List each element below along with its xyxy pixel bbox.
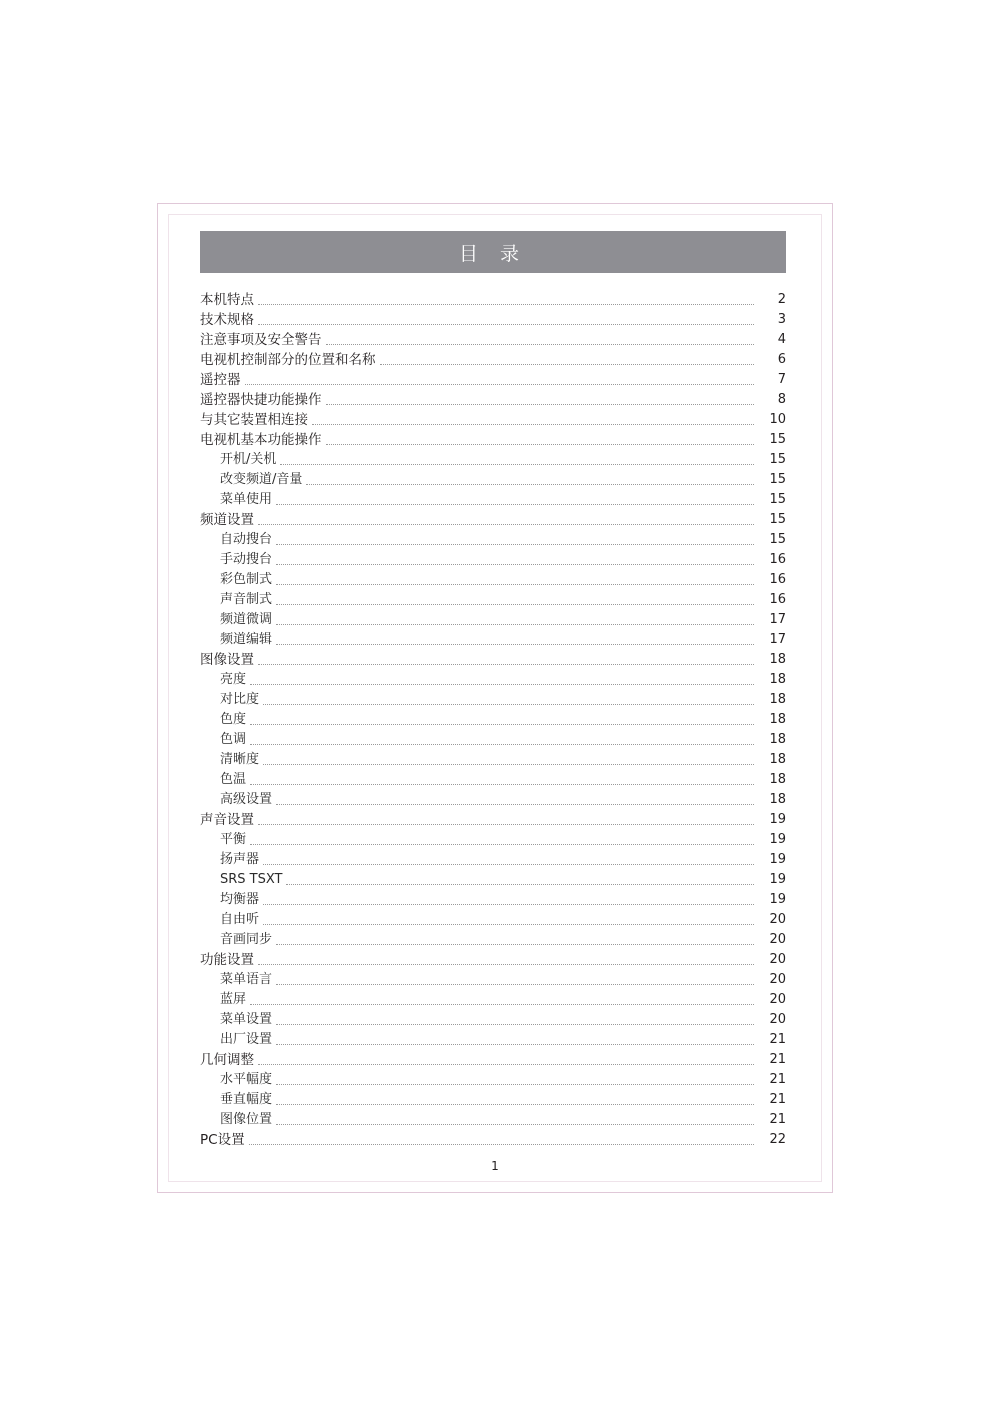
toc-entry-page: 3 — [777, 312, 786, 327]
toc-leader-dots — [258, 323, 754, 325]
toc-entry-page: 20 — [769, 992, 786, 1007]
toc-leader-dots — [250, 1003, 754, 1005]
toc-entry-label: PC设置 — [200, 1132, 245, 1148]
toc-entry-page: 15 — [769, 512, 786, 527]
toc-entry[interactable] — [200, 590, 786, 610]
toc-entry-label: 扬声器 — [220, 852, 260, 867]
toc-leader-dots — [276, 1123, 754, 1125]
toc-leader-dots — [263, 923, 754, 925]
toc-entry-page: 15 — [769, 452, 786, 467]
toc-entry-page: 19 — [769, 892, 786, 907]
toc-leader-dots — [280, 463, 754, 465]
toc-entry-page: 21 — [769, 1072, 786, 1087]
toc-leader-dots — [380, 363, 755, 365]
toc-leader-dots — [276, 803, 754, 805]
toc-entry-page: 15 — [769, 432, 786, 447]
toc-entry-label: 菜单设置 — [220, 1012, 273, 1027]
manual-page — [157, 203, 833, 1193]
toc-entry[interactable] — [200, 810, 786, 830]
toc-leader-dots — [250, 683, 754, 685]
toc-leader-dots — [263, 863, 754, 865]
toc-entry-label: 手动搜台 — [220, 552, 273, 567]
toc-leader-dots — [258, 823, 754, 825]
toc-entry[interactable] — [200, 910, 786, 930]
toc-leader-dots — [258, 523, 754, 525]
toc-leader-dots — [286, 883, 754, 885]
toc-entry-page: 21 — [769, 1092, 786, 1107]
toc-entry[interactable] — [200, 970, 786, 990]
toc-leader-dots — [276, 1023, 754, 1025]
toc-entry-page: 21 — [769, 1032, 786, 1047]
toc-entry-label: 与其它装置相连接 — [200, 412, 308, 428]
toc-entry-page: 19 — [769, 812, 786, 827]
toc-entry[interactable] — [200, 1110, 786, 1130]
toc-entry-label: 平衡 — [220, 832, 247, 847]
toc-entry[interactable] — [200, 350, 786, 370]
toc-entry-label: 垂直幅度 — [220, 1092, 273, 1107]
toc-entry-label: 几何调整 — [200, 1052, 254, 1068]
toc-entry[interactable] — [200, 790, 786, 810]
toc-entry[interactable] — [200, 1070, 786, 1090]
toc-entry[interactable] — [200, 890, 786, 910]
toc-leader-dots — [276, 543, 754, 545]
toc-leader-dots — [250, 783, 754, 785]
toc-leader-dots — [276, 503, 754, 505]
toc-leader-dots — [276, 563, 754, 565]
toc-entry-page: 21 — [769, 1112, 786, 1127]
toc-entry-page: 8 — [777, 392, 786, 407]
toc-entry[interactable] — [200, 570, 786, 590]
toc-entry-label: 电视机基本功能操作 — [200, 432, 322, 448]
toc-entry[interactable] — [200, 430, 786, 450]
toc-leader-dots — [276, 603, 754, 605]
toc-leader-dots — [263, 703, 754, 705]
toc-entry-page: 16 — [769, 572, 786, 587]
toc-entry-label: 菜单语言 — [220, 972, 273, 987]
toc-entry-label: 频道微调 — [220, 612, 273, 627]
toc-entry-page: 18 — [769, 752, 786, 767]
toc-entry-label: 色温 — [220, 772, 247, 787]
table-of-contents — [200, 290, 786, 1150]
toc-entry-page: 15 — [769, 492, 786, 507]
toc-entry[interactable] — [200, 330, 786, 350]
toc-entry[interactable] — [200, 710, 786, 730]
toc-leader-dots — [312, 423, 754, 425]
toc-entry-page: 18 — [769, 692, 786, 707]
toc-leader-dots — [276, 623, 754, 625]
toc-entry-label: 功能设置 — [200, 952, 254, 968]
toc-leader-dots — [258, 663, 754, 665]
toc-leader-dots — [276, 1083, 754, 1085]
toc-leader-dots — [276, 583, 754, 585]
toc-leader-dots — [306, 483, 754, 485]
toc-entry-page: 15 — [769, 532, 786, 547]
toc-leader-dots — [263, 903, 754, 905]
toc-entry-page: 19 — [769, 872, 786, 887]
toc-entry-page: 17 — [769, 632, 786, 647]
toc-entry[interactable] — [200, 770, 786, 790]
toc-entry-label: 注意事项及安全警告 — [200, 332, 322, 348]
toc-entry[interactable] — [200, 550, 786, 570]
toc-entry-page: 22 — [769, 1132, 786, 1147]
toc-entry[interactable] — [200, 990, 786, 1010]
toc-entry-label: 菜单使用 — [220, 492, 273, 507]
toc-entry-page: 7 — [777, 372, 786, 387]
toc-leader-dots — [263, 763, 754, 765]
toc-entry-label: 本机特点 — [200, 292, 254, 308]
toc-leader-dots — [258, 303, 754, 305]
toc-leader-dots — [276, 983, 754, 985]
toc-leader-dots — [250, 843, 754, 845]
toc-entry-page: 17 — [769, 612, 786, 627]
toc-entry-page: 18 — [769, 732, 786, 747]
toc-entry-page: 18 — [769, 652, 786, 667]
toc-leader-dots — [258, 1063, 754, 1065]
toc-entry-label: 水平幅度 — [220, 1072, 273, 1087]
toc-entry[interactable] — [200, 650, 786, 670]
toc-entry[interactable] — [200, 950, 786, 970]
toc-entry[interactable] — [200, 1030, 786, 1050]
toc-entry-label: 频道编辑 — [220, 632, 273, 647]
toc-entry-label: 电视机控制部分的位置和名称 — [200, 352, 376, 368]
toc-entry-page: 10 — [769, 412, 786, 427]
toc-entry[interactable] — [200, 610, 786, 630]
toc-entry-page: 18 — [769, 772, 786, 787]
toc-entry-page: 6 — [777, 352, 786, 367]
toc-entry-label: 声音设置 — [200, 812, 254, 828]
toc-entry[interactable] — [200, 930, 786, 950]
toc-entry[interactable] — [200, 1090, 786, 1110]
toc-entry-page: 15 — [769, 472, 786, 487]
toc-entry-label: 出厂设置 — [220, 1032, 273, 1047]
toc-entry-page: 4 — [777, 332, 786, 347]
toc-entry[interactable] — [200, 850, 786, 870]
toc-entry-label: 自动搜台 — [220, 532, 273, 547]
toc-entry[interactable] — [200, 390, 786, 410]
toc-leader-dots — [249, 1143, 754, 1145]
page-title: 目 录 — [458, 242, 528, 265]
toc-header-bar — [200, 231, 786, 273]
footer-page-number: 1 — [491, 1159, 499, 1173]
toc-entry[interactable] — [200, 410, 786, 430]
toc-leader-dots — [326, 403, 755, 405]
toc-entry-page: 18 — [769, 712, 786, 727]
toc-entry[interactable] — [200, 670, 786, 690]
toc-leader-dots — [276, 1103, 754, 1105]
toc-entry-page: 18 — [769, 672, 786, 687]
toc-entry-label: 亮度 — [220, 672, 247, 687]
toc-entry-label: 色度 — [220, 712, 247, 727]
toc-entry-label: 技术规格 — [200, 312, 254, 328]
toc-entry[interactable] — [200, 1050, 786, 1070]
toc-leader-dots — [326, 343, 755, 345]
toc-entry[interactable] — [200, 530, 786, 550]
toc-entry[interactable] — [200, 750, 786, 770]
toc-entry[interactable] — [200, 490, 786, 510]
toc-entry-label: 色调 — [220, 732, 247, 747]
toc-entry-page: 16 — [769, 552, 786, 567]
toc-entry-page: 20 — [769, 972, 786, 987]
toc-entry-label: 音画同步 — [220, 932, 273, 947]
toc-leader-dots — [245, 383, 755, 385]
toc-entry-label: 均衡器 — [220, 892, 260, 907]
toc-entry[interactable] — [200, 510, 786, 530]
toc-entry-label: 高级设置 — [220, 792, 273, 807]
toc-entry-label: 图像设置 — [200, 652, 254, 668]
toc-entry-page: 21 — [769, 1052, 786, 1067]
toc-entry[interactable] — [200, 630, 786, 650]
toc-entry-label: 对比度 — [220, 692, 260, 707]
toc-entry-page: 16 — [769, 592, 786, 607]
toc-entry[interactable] — [200, 870, 786, 890]
toc-entry-page: 19 — [769, 832, 786, 847]
toc-entry-label: 改变频道/音量 — [220, 472, 303, 487]
toc-leader-dots — [276, 943, 754, 945]
toc-leader-dots — [250, 743, 754, 745]
toc-entry[interactable] — [200, 730, 786, 750]
toc-entry-label: 遥控器快捷功能操作 — [200, 392, 322, 408]
toc-entry[interactable] — [200, 310, 786, 330]
toc-entry-page: 20 — [769, 1012, 786, 1027]
toc-entry-page: 2 — [777, 292, 786, 307]
toc-entry-label: 开机/关机 — [220, 452, 277, 467]
toc-entry-page: 18 — [769, 792, 786, 807]
toc-entry[interactable] — [200, 370, 786, 390]
toc-leader-dots — [326, 443, 755, 445]
toc-entry[interactable] — [200, 450, 786, 470]
toc-entry-label: 清晰度 — [220, 752, 260, 767]
toc-entry-page: 19 — [769, 852, 786, 867]
toc-entry-label: 彩色制式 — [220, 572, 273, 587]
toc-entry[interactable] — [200, 290, 786, 310]
toc-entry-label: 图像位置 — [220, 1112, 273, 1127]
toc-entry-label: 蓝屏 — [220, 992, 247, 1007]
toc-entry-label: 声音制式 — [220, 592, 273, 607]
toc-entry[interactable] — [200, 830, 786, 850]
toc-entry[interactable] — [200, 690, 786, 710]
toc-entry-label: 频道设置 — [200, 512, 254, 528]
toc-entry[interactable] — [200, 1010, 786, 1030]
toc-entry[interactable] — [200, 1130, 786, 1150]
toc-leader-dots — [276, 1043, 754, 1045]
toc-entry-label: 自由听 — [220, 912, 260, 927]
toc-entry[interactable] — [200, 470, 786, 490]
toc-entry-page: 20 — [769, 952, 786, 967]
toc-entry-label: SRS TSXT — [220, 872, 283, 887]
toc-entry-page: 20 — [769, 932, 786, 947]
toc-entry-label: 遥控器 — [200, 372, 241, 388]
toc-leader-dots — [250, 723, 754, 725]
toc-entry-page: 20 — [769, 912, 786, 927]
toc-leader-dots — [276, 643, 754, 645]
toc-leader-dots — [258, 963, 754, 965]
